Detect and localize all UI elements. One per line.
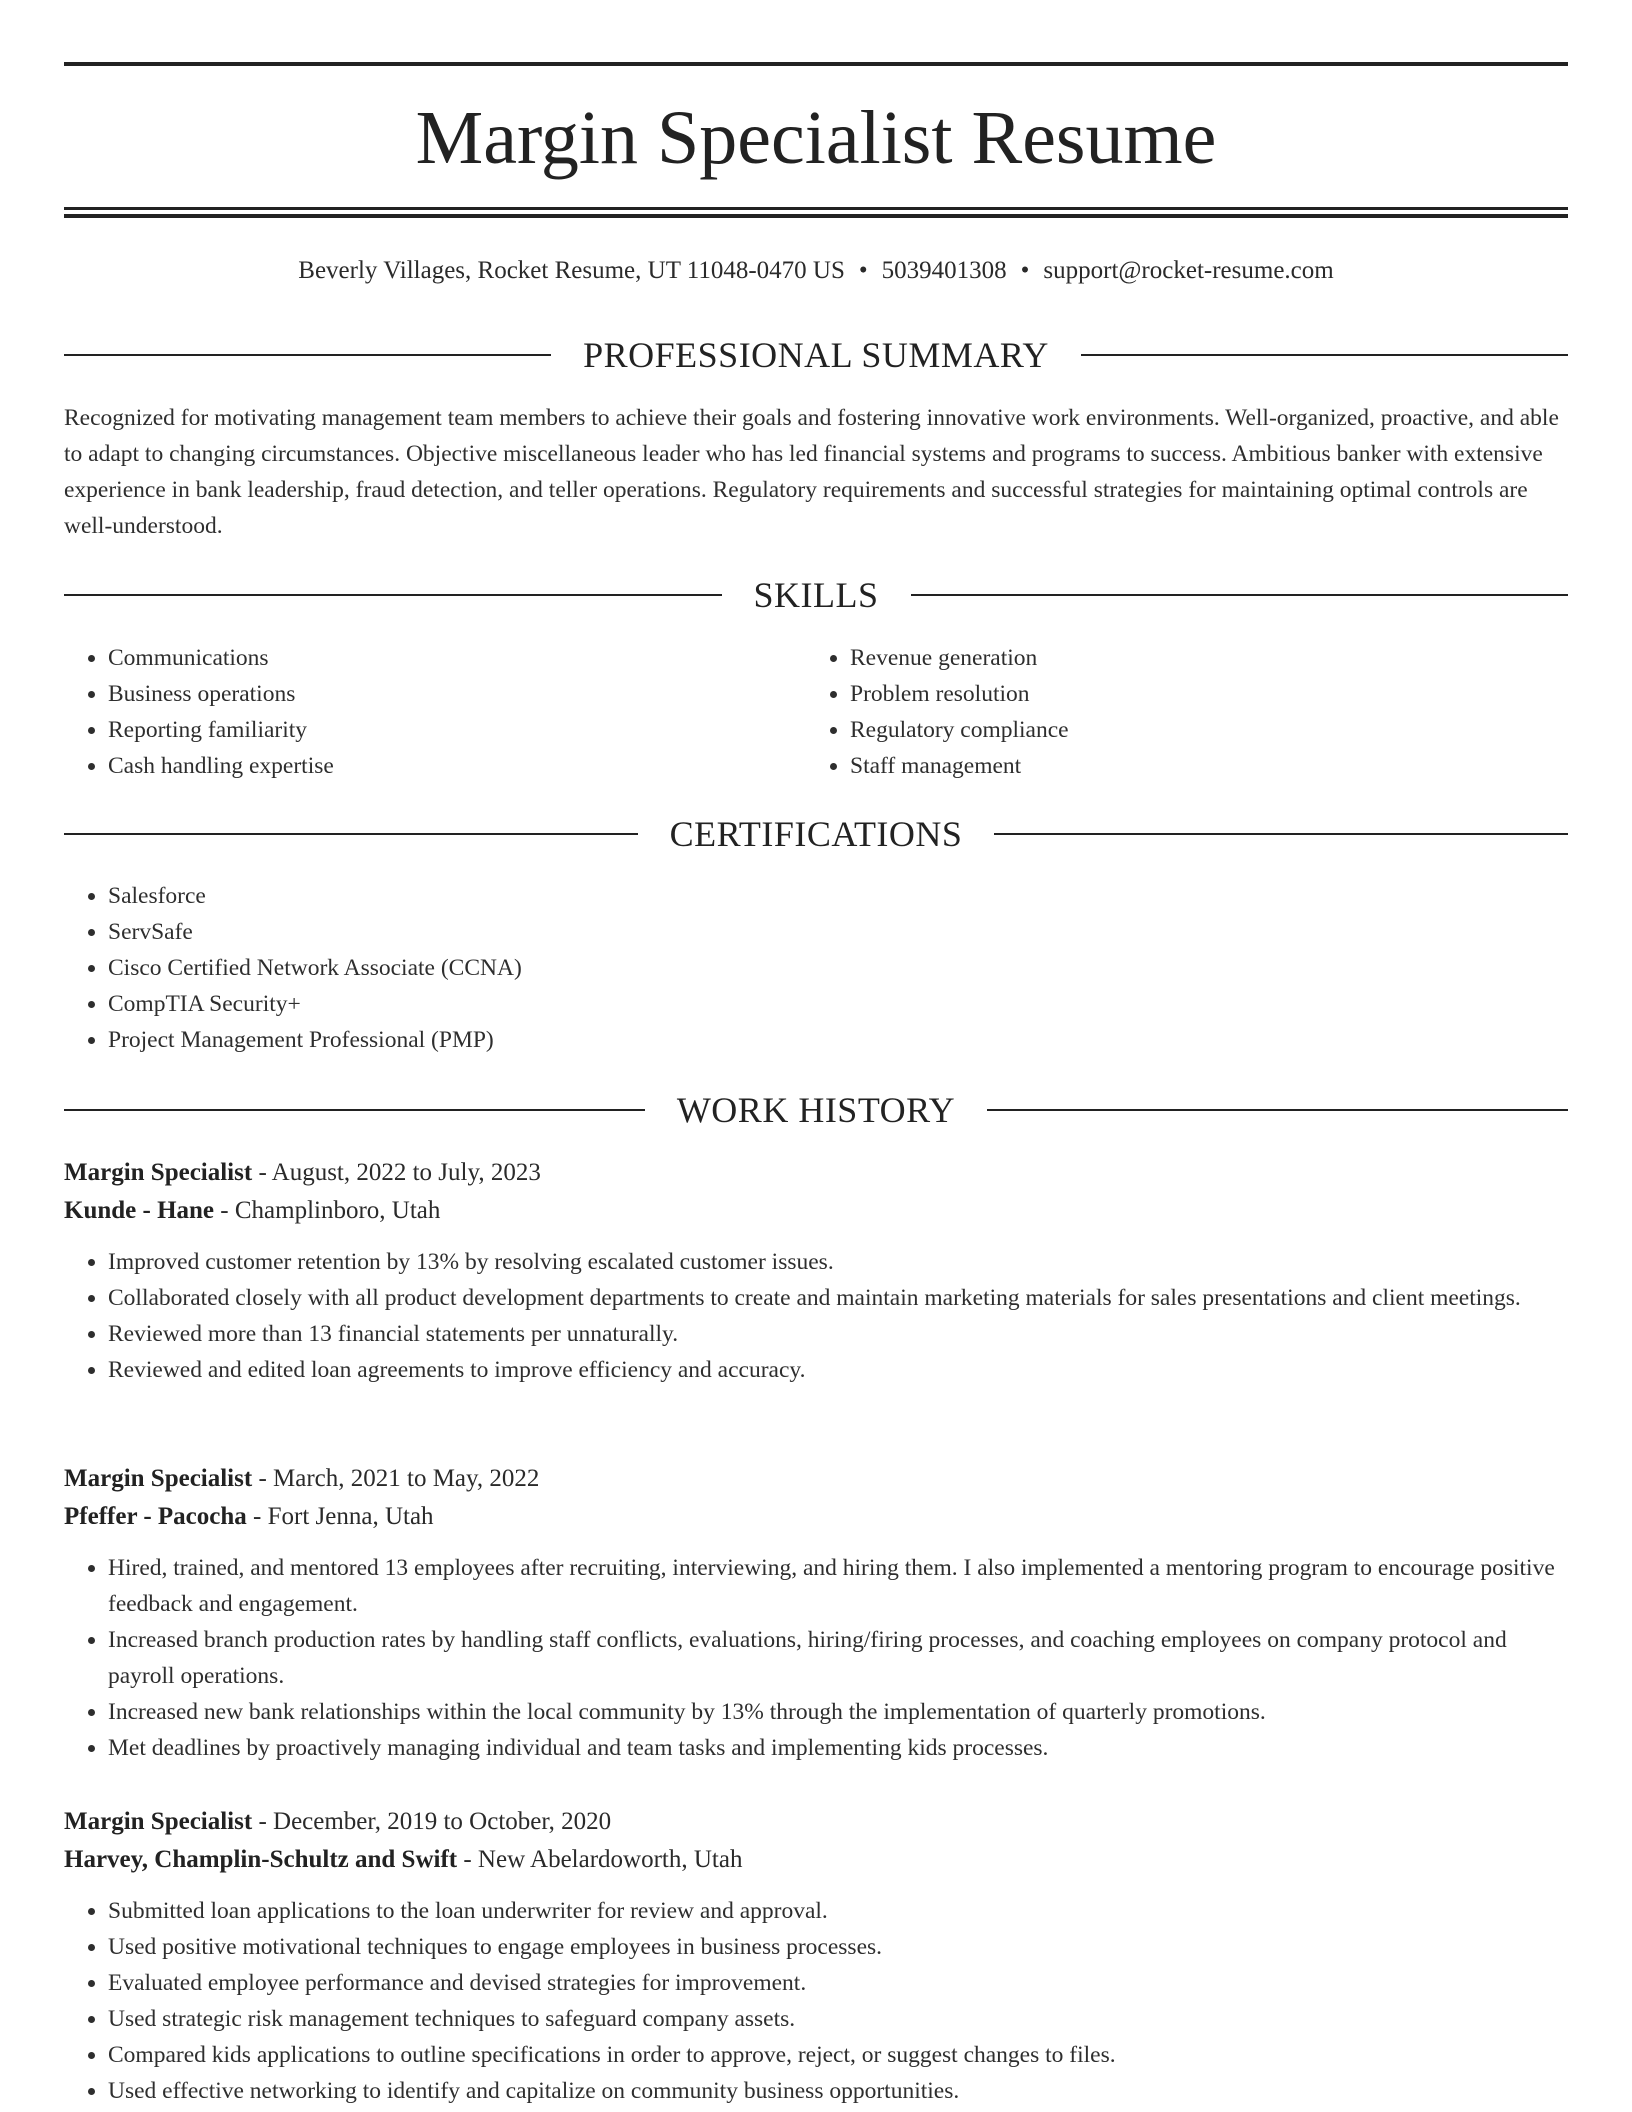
list-item: • Collaborated closely with all product development departments to create and maintain marketing materials for sales presentations and client meetings. xyxy=(108,1280,1568,1316)
section-heading-label: PROFESSIONAL SUMMARY xyxy=(583,335,1049,375)
contact-line xyxy=(64,255,1568,287)
certifications-block xyxy=(64,878,1568,1058)
list-item: • Revenue generation xyxy=(850,640,1568,676)
contact-separator: • xyxy=(1020,257,1030,284)
heading-rule xyxy=(64,1109,645,1111)
job-company: Kunde - Hane xyxy=(64,1197,215,1224)
list-item: • Reviewed and edited loan agreements to improve efficiency and accuracy. xyxy=(108,1352,1568,1388)
job-title: Margin Specialist xyxy=(64,1808,253,1835)
list-item: • Met deadlines by proactively managing individual and team tasks and implementing kids processes. xyxy=(108,1730,1568,1766)
job-title: Margin Specialist xyxy=(64,1159,253,1186)
list-item: • Used strategic risk management techniques to safeguard company assets. xyxy=(108,2001,1568,2037)
list-item: • Compared kids applications to outline specifications in order to approve, reject, or suggest changes to files. xyxy=(108,2037,1568,2073)
list-item: • Used positive motivational techniques to engage employees in business processes. xyxy=(108,1929,1568,1965)
skills-column-left xyxy=(64,640,804,784)
heading-rule xyxy=(911,594,1569,596)
job-entry xyxy=(64,1803,1568,2109)
list-item: • Salesforce xyxy=(108,878,1568,914)
list-item: • Cisco Certified Network Associate (CCNA) xyxy=(108,950,1568,986)
job-title-line xyxy=(64,1803,1568,1841)
heading-rule xyxy=(987,1109,1568,1111)
section-heading-label: CERTIFICATIONS xyxy=(669,814,963,854)
section-heading-skills xyxy=(64,573,1568,617)
list-item: • Project Management Professional (PMP) xyxy=(108,1022,1568,1058)
list-item: • Business operations xyxy=(108,676,804,712)
list-item: • Cash handling expertise xyxy=(108,748,804,784)
job-bullets xyxy=(64,1244,1568,1388)
job-bullets xyxy=(64,1550,1568,1766)
list-item: • Regulatory compliance xyxy=(850,712,1568,748)
list-item: • Increased new bank relationships within the local community by 13% through the implementation of quarterly promotions. xyxy=(108,1694,1568,1730)
heading-rule xyxy=(64,594,722,596)
list-item: • Improved customer retention by 13% by resolving escalated customer issues. xyxy=(108,1244,1568,1280)
heading-rule xyxy=(64,354,551,356)
job-entry xyxy=(64,1460,1568,1766)
job-title: Margin Specialist xyxy=(64,1465,253,1492)
skills-column-right xyxy=(806,640,1568,784)
heading-rule xyxy=(994,833,1568,835)
section-heading-certifications xyxy=(64,812,1568,856)
job-dates: - March, 2021 to May, 2022 xyxy=(252,1465,540,1492)
job-dates: - August, 2022 to July, 2023 xyxy=(252,1159,541,1186)
contact-separator: • xyxy=(858,257,868,284)
section-heading-label: SKILLS xyxy=(753,575,879,615)
top-rule xyxy=(64,62,1568,66)
list-item: • Communications xyxy=(108,640,804,676)
job-title-line xyxy=(64,1460,1568,1498)
list-item: • Evaluated employee performance and devised strategies for improvement. xyxy=(108,1965,1568,2001)
list-item: • Problem resolution xyxy=(850,676,1568,712)
list-item: • Staff management xyxy=(850,748,1568,784)
heading-rule xyxy=(64,833,638,835)
list-item: • ServSafe xyxy=(108,914,1568,950)
list-item: • Increased branch production rates by handling staff conflicts, evaluations, hiring/firing processes, and coaching employees on company protocol and payroll operations. xyxy=(108,1622,1568,1694)
job-location: - New Abelardoworth, Utah xyxy=(457,1846,743,1873)
contact-address: Beverly Villages, Rocket Resume, UT 11048-0470 US xyxy=(298,257,845,284)
job-title-line xyxy=(64,1154,1568,1192)
section-heading-label: WORK HISTORY xyxy=(676,1090,956,1130)
list-item: • Submitted loan applications to the loan underwriter for review and approval. xyxy=(108,1893,1568,1929)
resume-title: Margin Specialist Resume xyxy=(415,96,1217,180)
list-item: • Used effective networking to identify and capitalize on community business opportunities. xyxy=(108,2073,1568,2109)
list-item: • CompTIA Security+ xyxy=(108,986,1568,1022)
job-location: - Champlinboro, Utah xyxy=(214,1197,441,1224)
contact-phone: 5039401308 xyxy=(881,257,1007,284)
job-company: Pfeffer - Pacocha xyxy=(64,1503,247,1530)
skills-list-right xyxy=(806,640,1568,784)
summary-text: Recognized for motivating management team members to achieve their goals and fostering innovative work environments. Well-organized, proactive, and able to adapt to changing circumstances. Objective miscellaneous leader who has led financial systems and programs to success. Ambitious banker with extensive experience in bank leadership, fraud detection, and teller operations. Regulatory requirements and successful strategies for maintaining optimal controls are well-understood. xyxy=(64,405,1559,539)
job-company: Harvey, Champlin-Schultz and Swift xyxy=(64,1846,458,1873)
job-company-line xyxy=(64,1841,1568,1879)
job-dates: - December, 2019 to October, 2020 xyxy=(252,1808,612,1835)
job-bullets xyxy=(64,1893,1568,2109)
heading-rule xyxy=(1081,354,1568,356)
job-location: - Fort Jenna, Utah xyxy=(246,1503,434,1530)
job-company-line xyxy=(64,1498,1568,1536)
job-company-line xyxy=(64,1192,1568,1230)
list-item: • Reporting familiarity xyxy=(108,712,804,748)
skills-list-left xyxy=(64,640,804,784)
title-double-rule xyxy=(64,207,1568,218)
job-entry xyxy=(64,1154,1568,1388)
section-heading-summary xyxy=(64,333,1568,377)
contact-email: support@rocket-resume.com xyxy=(1043,257,1334,284)
list-item: • Reviewed more than 13 financial statements per unnaturally. xyxy=(108,1316,1568,1352)
list-item: • Hired, trained, and mentored 13 employees after recruiting, interviewing, and hiring them. I also implemented a mentoring program to encourage positive feedback and engagement. xyxy=(108,1550,1568,1622)
section-heading-work-history xyxy=(64,1088,1568,1132)
certifications-list xyxy=(64,878,1568,1058)
